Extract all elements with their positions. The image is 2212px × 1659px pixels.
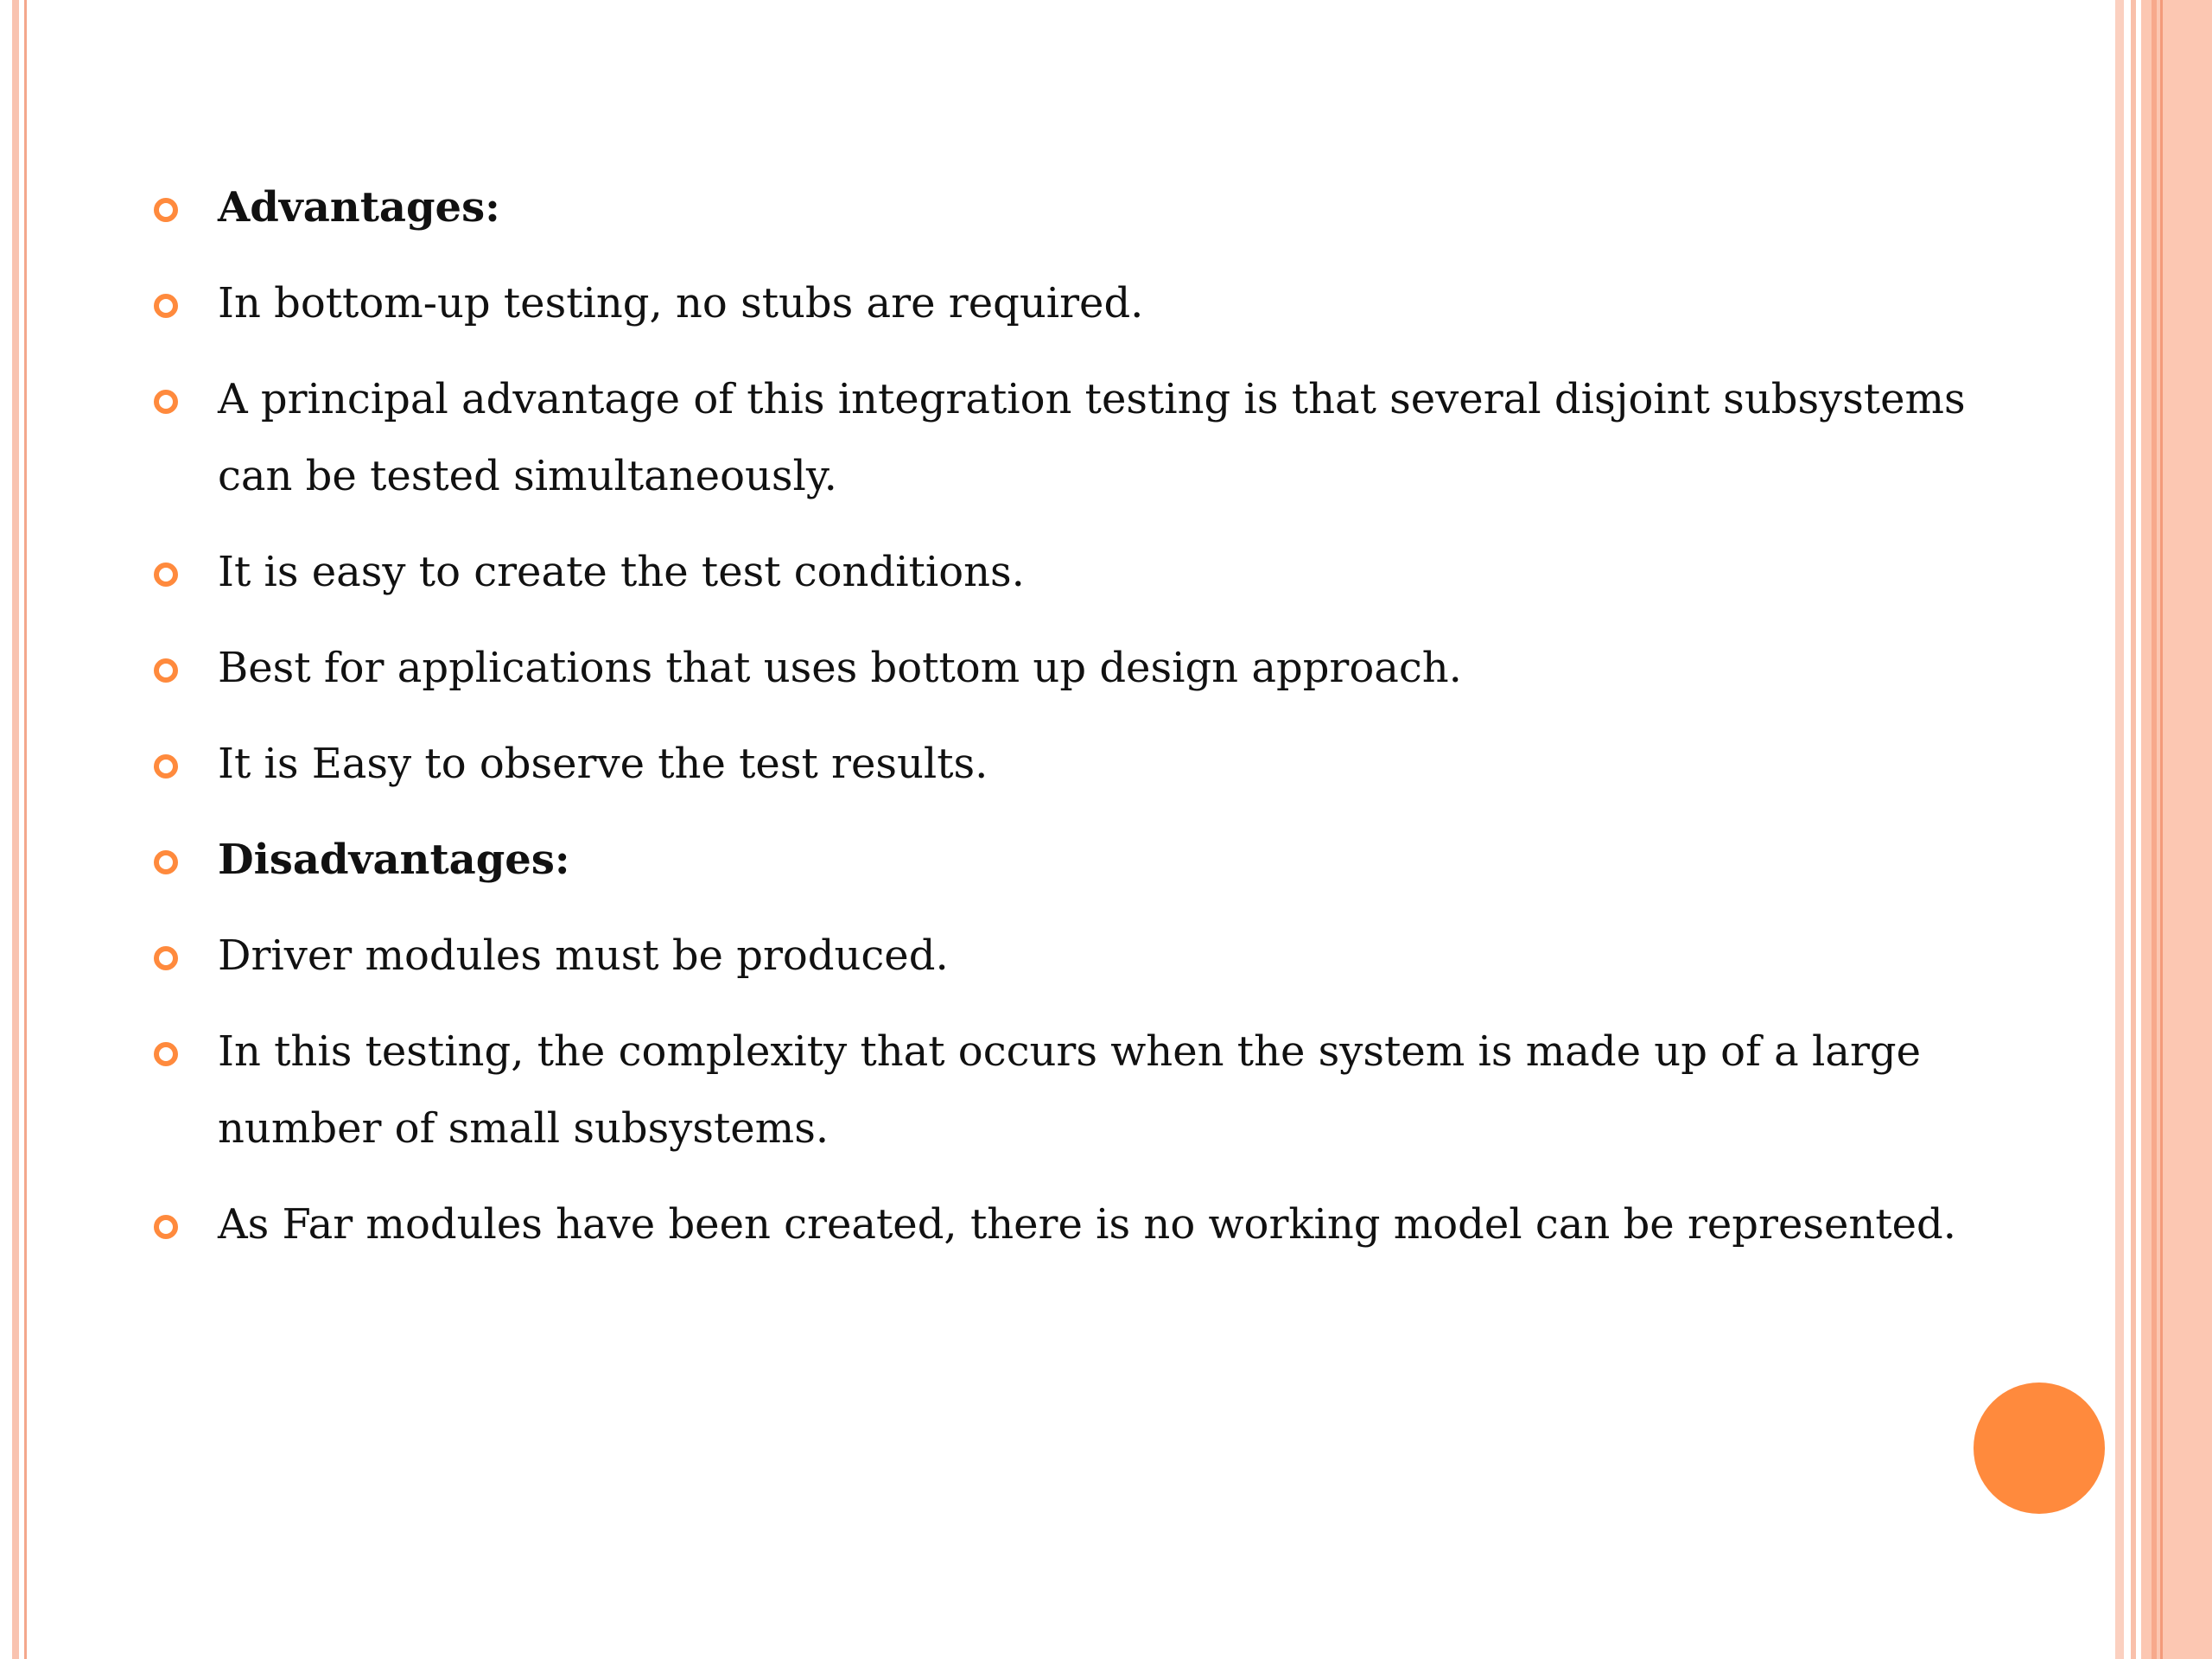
list-item — [150, 534, 2051, 611]
right-border-stripe — [2115, 0, 2124, 1659]
hollow-circle-bullet-icon — [154, 294, 178, 318]
list-item-text: Advantages: — [218, 183, 500, 232]
list-item-text: Driver modules must be produced. — [218, 931, 949, 980]
left-border-line — [12, 0, 19, 1659]
right-border-stripe — [2160, 0, 2163, 1659]
list-item-text: Disadvantages: — [218, 836, 570, 884]
list-item — [150, 918, 2051, 995]
left-border-line-thin — [24, 0, 27, 1659]
list-item — [150, 1014, 2051, 1167]
hollow-circle-bullet-icon — [154, 390, 178, 414]
list-item-disadvantages-heading — [150, 822, 2051, 899]
bullet-list — [150, 169, 2051, 1282]
list-item-text: In this testing, the complexity that occurs when the system is made up of a large number of small subsystems. — [218, 1027, 1922, 1153]
hollow-circle-bullet-icon — [154, 946, 178, 970]
list-item-text: A principal advantage of this integration testing is that several disjoint subsystems can be tested simultaneously. — [218, 375, 1966, 500]
list-item — [150, 361, 2051, 515]
list-item-text: In bottom-up testing, no stubs are required. — [218, 279, 1144, 327]
hollow-circle-bullet-icon — [154, 658, 178, 683]
hollow-circle-bullet-icon — [154, 850, 178, 874]
list-item-text: It is Easy to observe the test results. — [218, 740, 988, 788]
hollow-circle-bullet-icon — [154, 1042, 178, 1066]
list-item — [150, 1186, 2051, 1263]
hollow-circle-bullet-icon — [154, 198, 178, 222]
hollow-circle-bullet-icon — [154, 563, 178, 587]
list-item-text: Best for applications that uses bottom up design approach. — [218, 644, 1462, 692]
list-item — [150, 726, 2051, 803]
list-item — [150, 265, 2051, 342]
right-border-stripe — [2131, 0, 2136, 1659]
list-item-text: It is easy to create the test conditions. — [218, 548, 1025, 596]
list-item-advantages-heading — [150, 169, 2051, 246]
hollow-circle-bullet-icon — [154, 754, 178, 779]
right-border-stripe — [2152, 0, 2157, 1659]
list-item-text: As Far modules have been created, there is no working model can be represented. — [218, 1200, 1957, 1249]
accent-circle — [1974, 1382, 2105, 1514]
hollow-circle-bullet-icon — [154, 1215, 178, 1239]
list-item — [150, 630, 2051, 707]
